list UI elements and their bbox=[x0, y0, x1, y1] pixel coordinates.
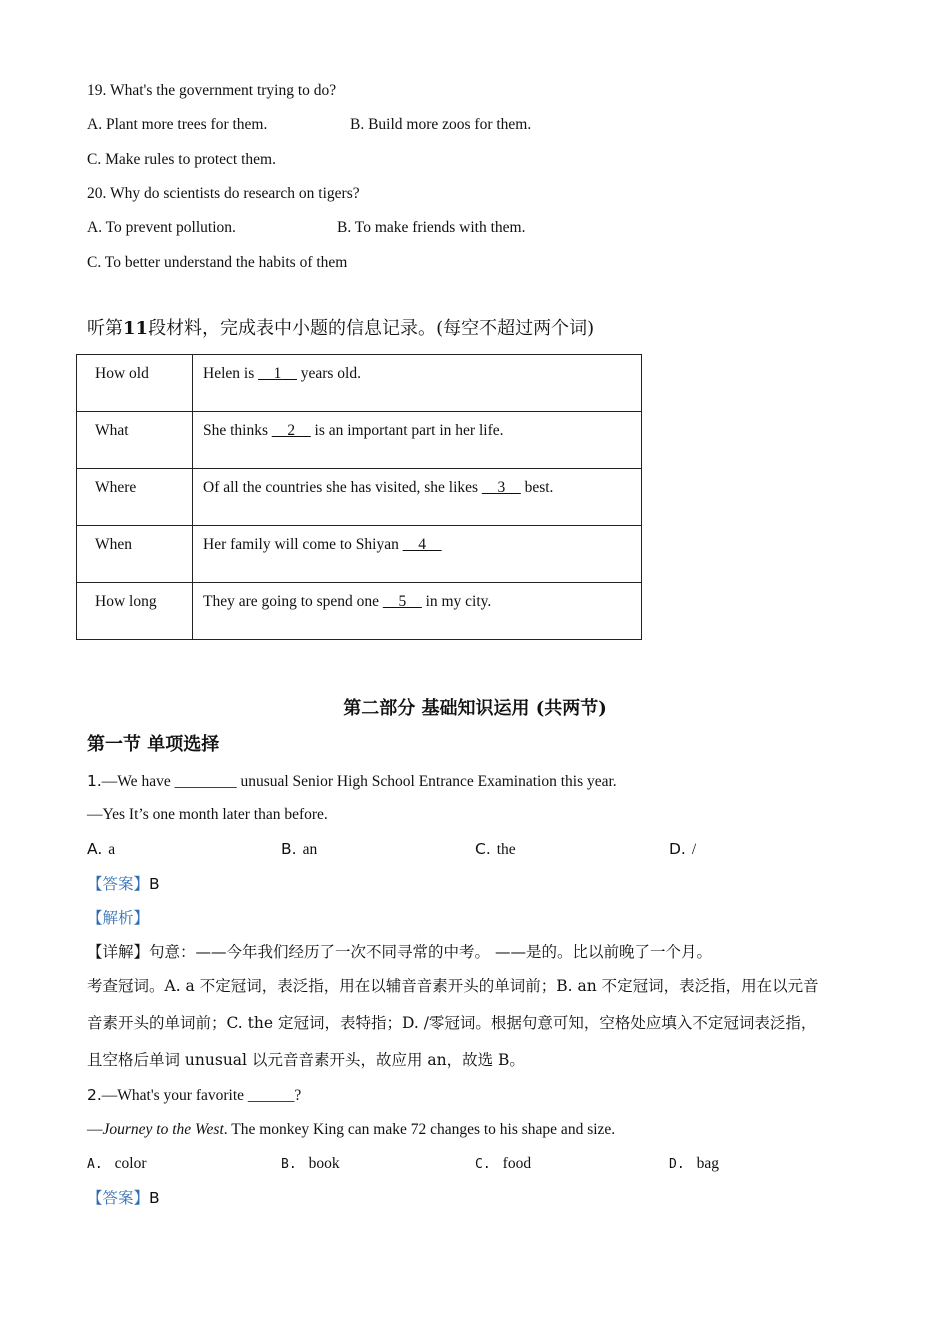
section11-post: 段材料，完成表中小题的信息记录。 bbox=[148, 318, 437, 339]
q1-answer-value: B bbox=[149, 875, 160, 893]
row-after: in my city. bbox=[421, 593, 492, 610]
q19-option-a: A. Plant more trees for them. bbox=[87, 116, 268, 133]
q2-dash: — bbox=[87, 1121, 103, 1138]
info-record-table bbox=[76, 354, 642, 640]
section1-title: 第一节 单项选择 bbox=[87, 734, 220, 755]
option-text: / bbox=[691, 841, 697, 858]
q1-explanation-line3: 且空格后单词 unusual 以元音音素开头，故应用 an，故选 B。 bbox=[87, 1051, 525, 1069]
option-letter: A. bbox=[87, 840, 103, 858]
q19-stem: 19. What's the government trying to do? bbox=[87, 82, 337, 99]
table-row bbox=[77, 583, 642, 640]
row-key: What bbox=[77, 412, 193, 469]
row-before: Helen is bbox=[203, 365, 259, 382]
section11-instruction bbox=[87, 319, 594, 339]
q19-option-b: B. Build more zoos for them. bbox=[350, 116, 532, 133]
row-key: When bbox=[77, 526, 193, 583]
row-after: is an important part in her life. bbox=[310, 422, 504, 439]
option-text: food bbox=[502, 1155, 532, 1172]
row-after: best. bbox=[520, 479, 554, 496]
row-before: They are going to spend one bbox=[203, 593, 383, 610]
q1-answer-tag: 【答案】 bbox=[87, 875, 150, 893]
section11-number: 11 bbox=[123, 318, 149, 339]
option bbox=[669, 1155, 719, 1173]
q1-detail-text: 句意：——今年我们经历了一次不同寻常的中考。 ——是的。比以前晚了一个月。 bbox=[149, 943, 712, 961]
q1-number: 1. bbox=[87, 772, 102, 790]
option-letter: D. bbox=[669, 1157, 685, 1172]
q1-line1 bbox=[87, 771, 617, 792]
option-text: the bbox=[496, 841, 516, 858]
q2-number: 2. bbox=[87, 1086, 102, 1104]
q2-line1 bbox=[87, 1085, 301, 1106]
option bbox=[281, 1155, 340, 1173]
row-value bbox=[193, 526, 642, 583]
q2-answer bbox=[87, 1188, 160, 1208]
row-key: How old bbox=[77, 355, 193, 412]
table-row bbox=[77, 355, 642, 412]
row-blank: __5__ bbox=[382, 593, 422, 610]
q2-answer-tag: 【答案】 bbox=[87, 1189, 150, 1207]
option bbox=[669, 840, 696, 859]
row-value bbox=[193, 583, 642, 640]
row-blank: __3__ bbox=[481, 479, 521, 496]
option bbox=[281, 840, 317, 859]
option-letter: A. bbox=[87, 1157, 103, 1172]
table-row bbox=[77, 526, 642, 583]
option bbox=[87, 1155, 147, 1173]
option-text: book bbox=[308, 1155, 340, 1172]
q1-detail bbox=[87, 942, 712, 962]
option-text: an bbox=[302, 841, 318, 858]
q1-explanation-line1: 考查冠词。A. a 不定冠词，表泛指，用在以辅音音素开头的单词前；B. an 不定冠词，表泛指，用在以元音 bbox=[87, 977, 819, 995]
row-blank: __1__ bbox=[258, 365, 297, 382]
q20-stem: 20. Why do scientists do research on tigers? bbox=[87, 185, 360, 202]
part2-title: 第二部分 基础知识运用 (共两节) bbox=[343, 698, 607, 719]
q1-explanation-line2: 音素开头的单词前；C. the 定冠词，表特指；D. /零冠词。根据句意可知，空格处应填入不定冠词表泛指， bbox=[87, 1014, 817, 1032]
option bbox=[475, 840, 516, 859]
option-letter: C. bbox=[475, 840, 491, 858]
q2-rest: . The monkey King can make 72 changes to his shape and size. bbox=[223, 1121, 616, 1138]
q2-answer-value: B bbox=[149, 1189, 160, 1207]
section11-note: (每空不超过两个词) bbox=[436, 318, 595, 339]
row-blank: __4__ bbox=[402, 536, 442, 553]
q2-line2 bbox=[87, 1120, 615, 1140]
option-text: bag bbox=[696, 1155, 720, 1172]
q1-line2: —Yes It’s one month later than before. bbox=[87, 806, 328, 823]
table-row bbox=[77, 469, 642, 526]
q20-option-b: B. To make friends with them. bbox=[337, 219, 526, 236]
q2-text: —What's your favorite ______? bbox=[101, 1087, 302, 1104]
option-letter: D. bbox=[669, 840, 686, 858]
row-value bbox=[193, 355, 642, 412]
option-text: a bbox=[108, 841, 116, 858]
q1-answer bbox=[87, 874, 160, 894]
row-before: Her family will come to Shiyan bbox=[203, 536, 403, 553]
section11-pre: 听第 bbox=[87, 318, 123, 339]
q1-text: —We have ________ unusual Senior High School Entrance Examination this year. bbox=[101, 773, 617, 790]
q20-option-a: A. To prevent pollution. bbox=[87, 219, 236, 236]
option-text: color bbox=[114, 1155, 147, 1172]
row-before: She thinks bbox=[203, 422, 272, 439]
option bbox=[475, 1155, 531, 1173]
q20-option-c: C. To better understand the habits of them bbox=[87, 254, 348, 271]
row-key: Where bbox=[77, 469, 193, 526]
option-letter: B. bbox=[281, 1157, 297, 1172]
option bbox=[87, 840, 115, 859]
q1-analysis-tag: 【解析】 bbox=[87, 909, 150, 927]
row-after: years old. bbox=[296, 365, 361, 382]
row-before: Of all the countries she has visited, she likes bbox=[203, 479, 482, 496]
q1-detail-tag: 【详解】 bbox=[87, 943, 150, 961]
q2-book-title: Journey to the West bbox=[102, 1121, 224, 1138]
option-letter: C. bbox=[475, 1157, 491, 1172]
row-blank: __2__ bbox=[271, 422, 311, 439]
row-key: How long bbox=[77, 583, 193, 640]
option-letter: B. bbox=[281, 840, 297, 858]
q19-option-c: C. Make rules to protect them. bbox=[87, 151, 276, 168]
row-value bbox=[193, 469, 642, 526]
row-value bbox=[193, 412, 642, 469]
table-row bbox=[77, 412, 642, 469]
